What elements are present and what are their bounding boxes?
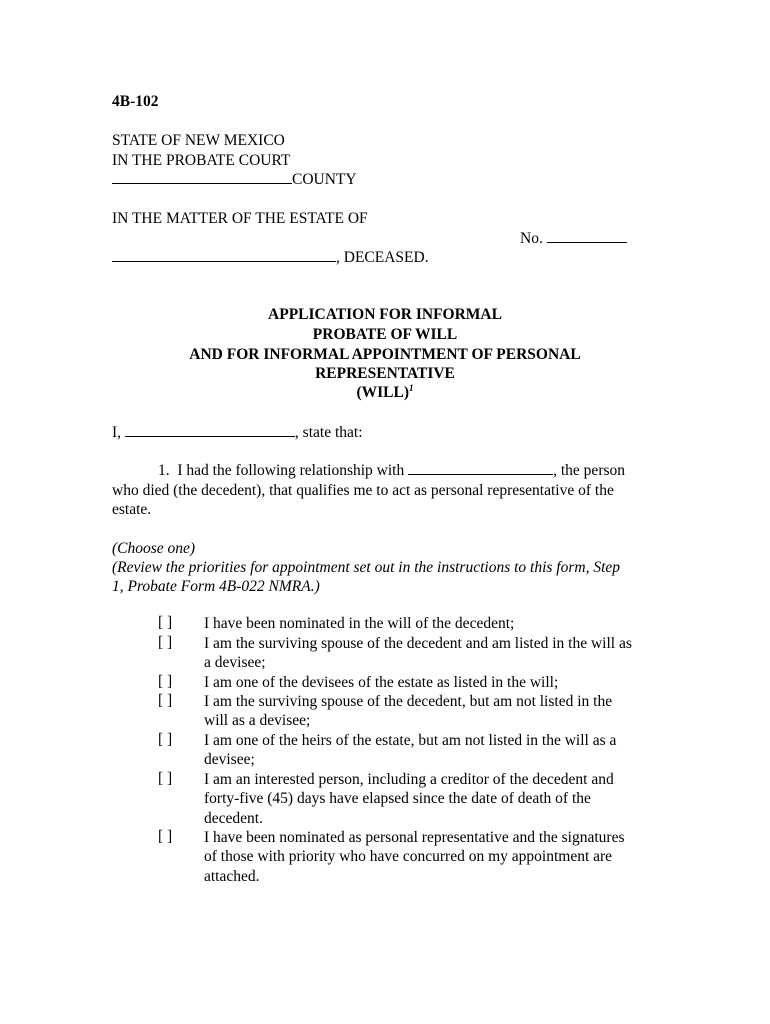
option-4-line-2: will as a devisee; bbox=[204, 712, 311, 729]
county-blank[interactable] bbox=[112, 170, 292, 184]
title-line-3: AND FOR INFORMAL APPOINTMENT OF PERSONAL bbox=[189, 346, 581, 363]
option-5-line-1: I am one of the heirs of the estate, but am not listed in the will as a bbox=[204, 732, 617, 749]
option-6-line-1: I am an interested person, including a creditor of the decedent and bbox=[204, 771, 614, 788]
matter-heading: IN THE MATTER OF THE ESTATE OF bbox=[112, 210, 368, 227]
review-line-2: 1, Probate Form 4B-022 NMRA.) bbox=[112, 578, 320, 595]
option-2-checkbox[interactable]: [ ] bbox=[158, 634, 173, 651]
option-6-checkbox[interactable]: [ ] bbox=[158, 770, 173, 787]
applicant-suffix: , state that: bbox=[294, 424, 363, 441]
deceased-label: , DECEASED. bbox=[336, 249, 429, 266]
paragraph1-text: I had the following relationship with bbox=[177, 462, 405, 479]
footnote-ref: 1 bbox=[409, 382, 414, 393]
court-state: STATE OF NEW MEXICO bbox=[112, 132, 285, 149]
title-will: (WILL) bbox=[356, 384, 410, 401]
applicant-statement bbox=[112, 423, 363, 442]
paragraph1-line3: estate. bbox=[112, 501, 152, 518]
county-label: COUNTY bbox=[292, 171, 357, 188]
option-2-line-1: I am the surviving spouse of the decedent and am listed in the will as bbox=[204, 635, 632, 652]
option-5-checkbox[interactable]: [ ] bbox=[158, 731, 173, 748]
form-number: 4B-102 bbox=[112, 93, 159, 110]
decedent-name-blank[interactable] bbox=[112, 248, 336, 262]
decedent-line bbox=[112, 248, 429, 267]
option-2-line-2: a devisee; bbox=[204, 654, 266, 671]
county-line bbox=[112, 170, 357, 189]
case-number-blank[interactable] bbox=[547, 229, 627, 243]
option-7-line-1: I have been nominated as personal representative and the signatures bbox=[204, 829, 625, 846]
paragraph1-line2: who died (the decedent), that qualifies me to act as personal representative of the bbox=[112, 482, 614, 499]
option-6-line-3: decedent. bbox=[204, 810, 263, 827]
option-4-checkbox[interactable]: [ ] bbox=[158, 692, 173, 709]
case-number-line bbox=[520, 229, 627, 248]
relationship-blank[interactable] bbox=[408, 461, 553, 475]
paragraph1-number: 1. bbox=[158, 462, 170, 479]
paragraph1-line1 bbox=[158, 461, 625, 480]
option-7-line-2: of those with priority who have concurred on my appointment are bbox=[204, 848, 613, 865]
option-3-checkbox[interactable]: [ ] bbox=[158, 673, 173, 690]
option-1-checkbox[interactable]: [ ] bbox=[158, 614, 173, 631]
title-line-5 bbox=[0, 383, 770, 402]
applicant-name-blank[interactable] bbox=[125, 423, 295, 437]
option-6-line-2: forty-five (45) days have elapsed since the date of death of the bbox=[204, 790, 591, 807]
title-line-1: APPLICATION FOR INFORMAL bbox=[268, 306, 502, 323]
option-5-line-2: devisee; bbox=[204, 751, 255, 768]
choose-one: (Choose one) bbox=[112, 540, 196, 557]
court-name: IN THE PROBATE COURT bbox=[112, 152, 291, 169]
option-7-checkbox[interactable]: [ ] bbox=[158, 828, 173, 845]
case-number-label: No. bbox=[520, 230, 543, 247]
applicant-prefix: I, bbox=[112, 424, 122, 441]
paragraph1-after: , the person bbox=[553, 462, 626, 479]
review-line-1: (Review the priorities for appointment set out in the instructions to this form, Step bbox=[112, 559, 621, 576]
option-7-line-3: attached. bbox=[204, 868, 260, 885]
option-1-line-1: I have been nominated in the will of the decedent; bbox=[204, 615, 515, 632]
option-3-line-1: I am one of the devisees of the estate as listed in the will; bbox=[204, 674, 559, 691]
title-line-2: PROBATE OF WILL bbox=[312, 326, 458, 343]
option-4-line-1: I am the surviving spouse of the decedent, but am not listed in the bbox=[204, 693, 613, 710]
title-line-4: REPRESENTATIVE bbox=[315, 365, 455, 382]
